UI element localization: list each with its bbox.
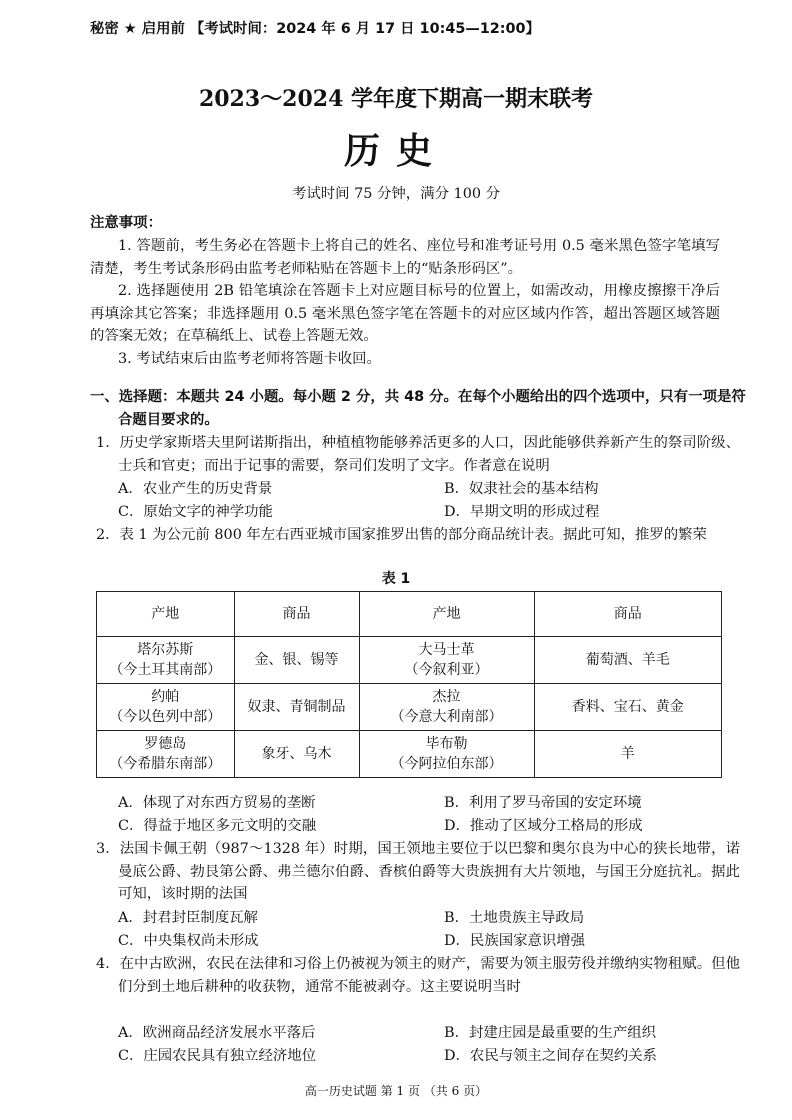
table-cell-goods: 香料、宝石、黄金 [534,684,722,731]
exam-title: 2023～2024 学年度下期高一期末联考 [198,86,594,112]
question-2-option-b: B．利用了罗马帝国的安定环境 [444,795,642,811]
table-header-cell: 商品 [534,592,722,637]
table-cell-origin [359,684,534,731]
notice-list [90,235,720,371]
question-4-options-row-2 [118,1045,718,1068]
question-1-option-d: D．早期文明的形成过程 [444,504,600,520]
question-2-option-a: A．体现了对东西方贸易的垄断 [118,795,316,811]
table-cell-origin [97,637,235,684]
origin-location: （今希腊东南部） [109,756,222,772]
question-3-options-row-1 [118,907,718,930]
origin-location: （今阿拉伯东部） [390,756,503,772]
question-3-option-d: D．民族国家意识增强 [444,933,586,949]
question-1-option-b: B．奴隶社会的基本结构 [444,481,599,497]
question-2-stem: 2．表 1 为公元前 800 年左右西亚城市国家推罗出售的部分商品统计表。据此可知，推罗的繁荣 [96,527,707,543]
table-row [97,731,722,778]
table-cell-goods: 奴隶、青铜制品 [234,684,359,731]
origin-name: 杰拉 [432,689,461,705]
table-header-cell: 产地 [359,592,534,637]
question-4-option-a: A．欧洲商品经济发展水平落后 [118,1025,316,1041]
origin-name: 塔尔苏斯 [137,642,194,658]
exam-duration-score: 考试时间 75 分钟，满分 100 分 [292,186,500,202]
notice-item: 1. 答题前，考生务必在答题卡上将自己的姓名、座位号和准考证号用 0.5 毫米黑色签字笔填写清楚，考生考试条形码由监考老师粘贴在答题卡上的“贴条形码区”。 [90,238,720,277]
question-1-option-a: A．农业产生的历史背景 [118,481,273,497]
table-cell-origin [97,684,235,731]
table-header-cell: 产地 [97,592,235,637]
origin-name: 大马士革 [418,642,475,658]
notice-heading: 注意事项： [90,215,162,231]
question-4-stem: 4．在中古欧洲，农民在法律和习俗上仍被视为领主的财产，需要为领主服劳役并缴纳实物租赋。但他们分到土地后耕种的收获物，通常不能被剥夺。这主要说明当时 [96,956,740,995]
question-3-options-row-2 [118,930,718,953]
section-heading-multiple-choice: 一、选择题：本题共 24 小题。每小题 2 分，共 48 分。在每个小题给出的四个选项中，只有一项是符合题目要求的。 [90,389,746,428]
table-cell-goods: 葡萄酒、羊毛 [534,637,722,684]
origin-location: （今土耳其南部） [109,662,222,678]
origin-location: （今意大利南部） [390,709,503,725]
question-1-stem: 1．历史学家斯塔夫里阿诺斯指出，种植植物能够养活更多的人口，因此能够供养新产生的祭司阶级、士兵和官吏；而出于记事的需要，祭司们发明了文字。作者意在说明 [96,435,740,474]
origin-name: 约帕 [151,689,180,705]
table-cell-origin [359,637,534,684]
question-3-option-b: B．土地贵族主导政局 [444,910,585,926]
table-header-row [97,592,722,637]
table-cell-goods: 金、银、锡等 [234,637,359,684]
question-2-options-row-1 [118,792,718,815]
page-footer: 高一历史试题 第 1 页 （共 6 页） [304,1084,488,1098]
table-row [97,637,722,684]
origin-location: （今叙利亚） [404,662,489,678]
question-1-options-row-1 [118,478,718,501]
origin-name: 罗德岛 [144,736,187,752]
table-cell-origin [359,731,534,778]
question-2-option-d: D．推动了区域分工格局的形成 [444,818,643,834]
notice-item: 2. 选择题使用 2B 铅笔填涂在答题卡上对应题目标号的位置上，如需改动，用橡皮擦擦干净后再填涂其它答案；非选择题用 0.5 毫米黑色签字笔在答题卡的对应区域内作答，超出答题区域答题的答案无效；在草稿纸上、试卷上答题无效。 [90,283,720,345]
table-1-caption: 表 1 [381,571,411,587]
question-2-option-c: C．得益于地区多元文明的交融 [118,818,317,834]
question-1-option-c: C．原始文字的神学功能 [118,504,273,520]
origin-name: 毕布勒 [425,736,468,752]
question-4-options-row-1 [118,1022,718,1045]
table-cell-origin [97,731,235,778]
notice-item: 3. 考试结束后由监考老师将答题卡收回。 [118,350,381,367]
question-2-options-row-2 [118,815,718,838]
subject-title: 历史 [343,130,448,172]
table-header-cell: 商品 [234,592,359,637]
table-cell-goods: 象牙、乌木 [234,731,359,778]
confidential-exam-time-line: 秘密 ★ 启用前 【考试时间：2024 年 6 月 17 日 10:45—12:00】 [90,21,540,37]
question-3-option-a: A．封君封臣制度瓦解 [118,910,258,926]
question-3-option-c: C．中央集权尚未形成 [118,933,259,949]
table-cell-goods: 羊 [534,731,722,778]
question-4-option-c: C．庄园农民具有独立经济地位 [118,1048,317,1064]
table-row [97,684,722,731]
question-4-option-b: B．封建庄园是最重要的生产组织 [444,1025,657,1041]
question-4-option-d: D．农民与领主之间存在契约关系 [444,1048,658,1064]
question-1-options-row-2 [118,501,718,524]
question-3-stem: 3．法国卡佩王朝（987～1328 年）时期，国王领地主要位于以巴黎和奥尔良为中心的狭长地带，诺曼底公爵、勃艮第公爵、弗兰德尔伯爵、香槟伯爵等大贵族拥有大片领地，与国王分庭抗礼。据此可知，该时期的法国 [96,841,740,903]
origin-location: （今以色列中部） [109,709,222,725]
table-1-goods [96,591,722,778]
